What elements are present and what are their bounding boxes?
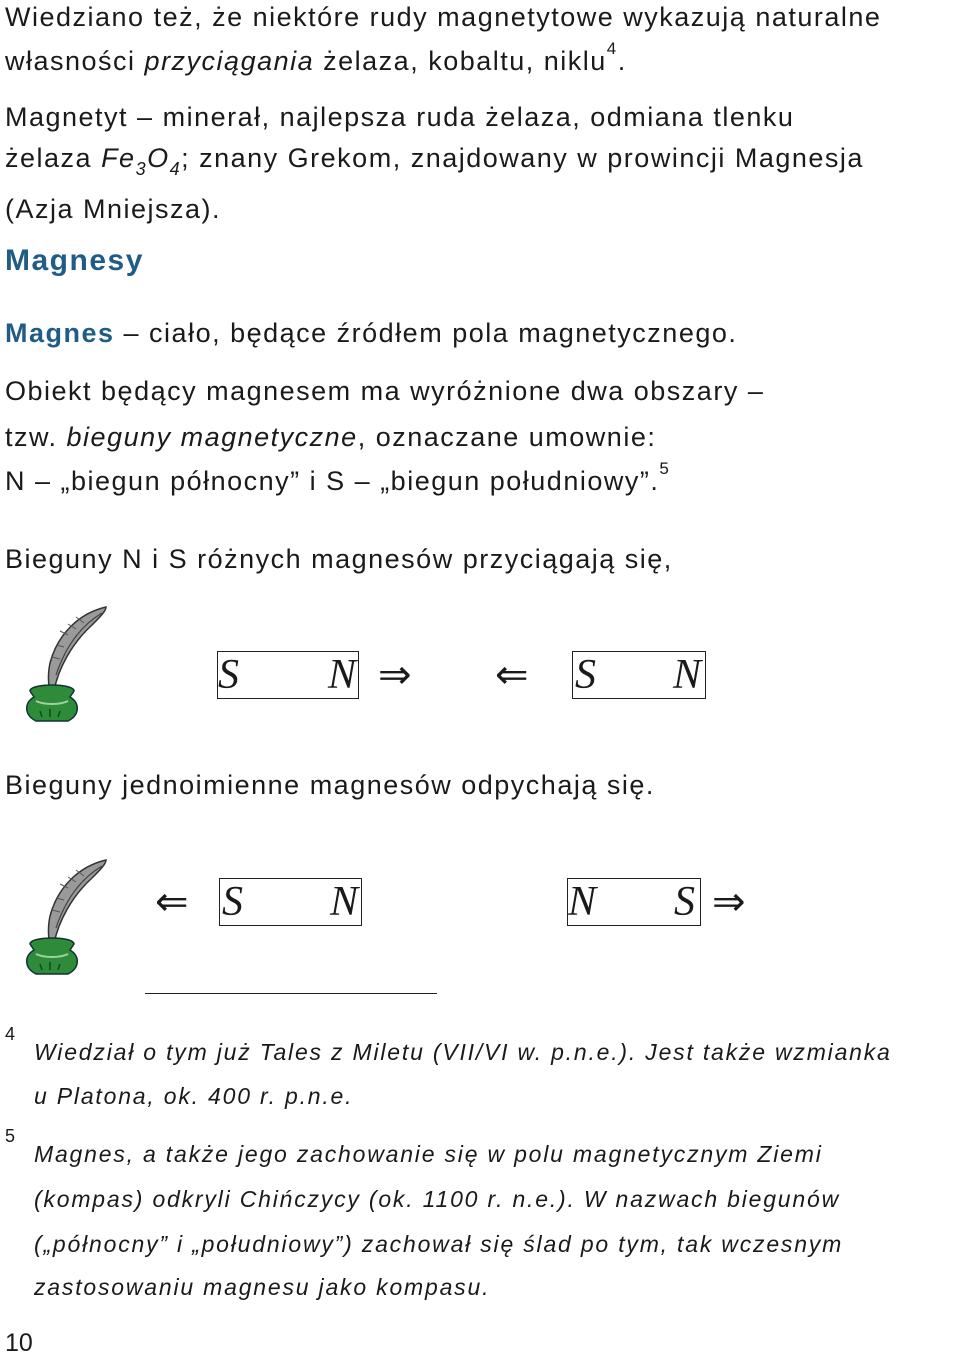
right-double-arrow-icon: ⇒ (712, 879, 746, 925)
magnet-4 (567, 878, 701, 926)
para3-line1: Obiekt będący magnesem ma wyróżnione dwa obszary – (5, 376, 765, 406)
footnote-5-line3: („północny” i „południowy”) zachował się ślad po tym, tak wczesnym (34, 1231, 844, 1257)
formula-sub-4: 4 (169, 159, 182, 179)
formula-fe: Fe (101, 143, 136, 173)
para1-emphasis: przyciągania (144, 46, 315, 76)
para1-line1: Wiedziano też, że niektóre rudy magnetytowe wykazują naturalne (5, 2, 882, 32)
para3-line2 (5, 424, 656, 451)
definition-text: – ciało, będące źródłem pola magnetycznego. (114, 318, 738, 348)
footnote-4-line2: u Platona, ok. 400 r. p.n.e. (34, 1083, 354, 1109)
definition-line (5, 320, 737, 347)
pole-s: S (575, 652, 596, 698)
footnote-5-line1: Magnes, a także jego zachowanie się w polu magnetycznym Ziemi (34, 1141, 823, 1167)
footnote-4-line1: Wiedział o tym już Tales z Miletu (VII/VI w. p.n.e.). Jest także wzmianka (34, 1039, 892, 1065)
pole-s: S (222, 879, 243, 925)
pole-s: S (674, 879, 695, 925)
pole-n: N (568, 879, 597, 925)
para1-text: własności (5, 46, 145, 76)
pole-n: N (330, 879, 359, 925)
magnet-2 (572, 651, 706, 699)
para1-period: . (617, 46, 627, 76)
para3-line3 (5, 459, 671, 496)
para3-text: tzw. (5, 422, 67, 452)
magnet-1 (217, 651, 359, 699)
left-double-arrow-icon: ⇐ (155, 879, 189, 925)
footnote-separator (145, 993, 437, 994)
quill-inkpot-icon (20, 605, 112, 725)
right-double-arrow-icon: ⇒ (378, 652, 412, 698)
formula-o: O (147, 143, 170, 173)
footnote-mark-5: 5 (5, 1126, 16, 1146)
para3-text2: , oznaczane umownie: (357, 422, 657, 452)
footnote-ref-4[interactable]: 4 (606, 39, 618, 58)
footnote-5-line2: (kompas) odkryli Chińczycy (ok. 1100 r. n.e.). W nazwach biegunów (34, 1186, 840, 1212)
section-heading: Magnesy (5, 244, 144, 277)
para2-line3: (Azja Mniejsza). (5, 194, 222, 224)
definition-term: Magnes (5, 318, 115, 348)
para2-text: żelaza (5, 143, 102, 173)
attract-text: Bieguny N i S różnych magnesów przyciągają się, (5, 544, 673, 574)
pole-n: N (673, 652, 702, 698)
formula-sub-3: 3 (135, 159, 148, 179)
repel-text: Bieguny jednoimienne magnesów odpychają się. (5, 770, 655, 800)
footnote-ref-5[interactable]: 5 (659, 459, 671, 478)
para1-line2 (5, 39, 627, 76)
magnet-3 (219, 878, 362, 926)
left-double-arrow-icon: ⇐ (495, 652, 529, 698)
pole-s: S (218, 652, 239, 698)
pole-n: N (328, 652, 357, 698)
para2-text2: ; znany Grekom, znajdowany w prowincji Magnesja (181, 143, 864, 173)
para2-line1: Magnetyt – minerał, najlepsza ruda żelaza, odmiana tlenku (5, 102, 795, 132)
footnote-mark-4: 4 (5, 1024, 16, 1044)
para3-emphasis: bieguny magnetyczne (66, 422, 358, 452)
para1-text2: żelaza, kobaltu, niklu (314, 46, 607, 76)
footnote-5-line4: zastosowaniu magnesu jako kompasu. (34, 1274, 491, 1300)
page-number: 10 (5, 1329, 33, 1357)
para3-poles: N – „biegun północny” i S – „biegun południowy”. (5, 466, 660, 496)
quill-inkpot-icon (20, 858, 112, 978)
para2-line2 (5, 143, 864, 179)
